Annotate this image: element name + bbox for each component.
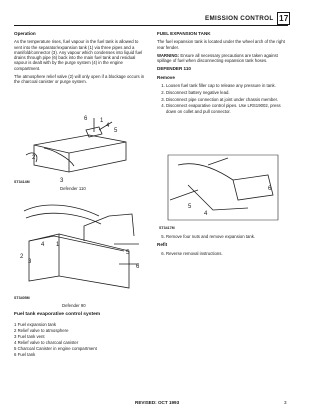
svg-text:6: 6 [268,186,272,192]
svg-text:2: 2 [20,254,24,260]
section-title: EMISSION CONTROL [205,15,274,23]
svg-text:2: 2 [32,155,36,161]
key-heading: Fuel tank evaporative control system [14,312,101,317]
svg-text:5: 5 [114,128,118,134]
key-item: 2 Relief valve to atmosphere [14,327,69,333]
warning-label: WARNING: [157,52,180,58]
step-item: 5. Remove four nuts and remove expansion tank. [166,234,288,239]
key-item: 1 Fuel expansion tank [14,321,57,327]
svg-text:3: 3 [28,259,32,265]
svg-text:5: 5 [126,250,130,256]
refit-heading: Refit [157,242,168,248]
step-item: 3. Disconnect pipe connection at joint under chassis member. [166,97,288,102]
svg-text:1: 1 [56,242,60,248]
remove-heading: Remove [157,74,175,80]
header-rule [14,25,288,26]
page-number: 3 [284,400,287,405]
fig1-code: ST3414M [14,180,30,184]
svg-text:6: 6 [84,116,88,122]
defender-110-diagram [14,110,144,185]
fig2-code: ST3405M [14,296,30,300]
svg-text:3: 3 [60,178,64,184]
svg-text:6: 6 [136,264,140,270]
svg-text:4: 4 [41,242,45,248]
fig3-code: ST3417M [159,226,175,230]
expansion-tank-heading: FUEL EXPANSION TANK [157,31,211,36]
warning-para [157,53,288,64]
expansion-intro: The fuel expansion tank is located under the wheel arch of the right rear fender. [157,39,285,50]
step-item: 4. Disconnect evaporative control pipes. Use LRS19002, press down on collet and pull connector. [166,103,288,114]
warning-text: Ensure all necessary precautions are taken against spillage of fuel when disconnecting expansion tank hoses. [157,52,278,64]
svg-text:1: 1 [100,118,104,124]
revision-date: REVISED: OCT 1993 [135,400,180,405]
svg-text:4: 4 [204,211,208,217]
step-item: 2. Disconnect battery negative lead. [166,90,288,95]
operation-heading: Operation [14,31,36,36]
remove-steps-cont [157,234,288,239]
step-item: 6. Reverse removal instructions. [166,251,288,256]
expansion-tank-diagram [158,150,288,228]
operation-para-1: As the temperature rises, fuel vapour in the fuel tank is allowed to vent into the separator/expansion tank (1) via three pipes and a manifold/connector (3). Any vapour which condenses into liquid fuel drains through pipe (6) back into the main fuel tank and residual vapour is dealt with by the purge system (4) in the engine compartment. [14,39,143,71]
key-item: 3 Fuel tank vent [14,333,45,339]
step-item: 1. Loosen fuel tank filler cap to release any pressure in tank. [166,83,288,88]
fig1-caption: Defender 110 [60,186,86,191]
key-section [14,312,146,362]
page-header [205,12,290,25]
left-column [14,31,146,88]
svg-text:4: 4 [106,123,110,129]
defender-90-diagram [14,196,149,296]
remove-steps [157,83,288,114]
model-heading: DEFENDER 110 [157,66,191,72]
refit-steps [157,251,288,256]
key-item: 4 Relief valve to charcoal canister [14,339,79,345]
fig2-caption: Defender 90 [62,303,86,308]
key-item: 6 Fuel tank [14,352,36,358]
right-column [157,31,288,116]
operation-para-2: The atmosphere relief valve (2) will only open if a blockage occurs in the charcoal canister or purge system. [14,74,145,85]
right-column-lower [157,234,288,257]
key-list [14,322,146,358]
key-item: 5 Charcoal Canister in engine compartment [14,345,97,351]
svg-text:5: 5 [188,204,192,210]
chapter-number: 17 [279,14,289,23]
